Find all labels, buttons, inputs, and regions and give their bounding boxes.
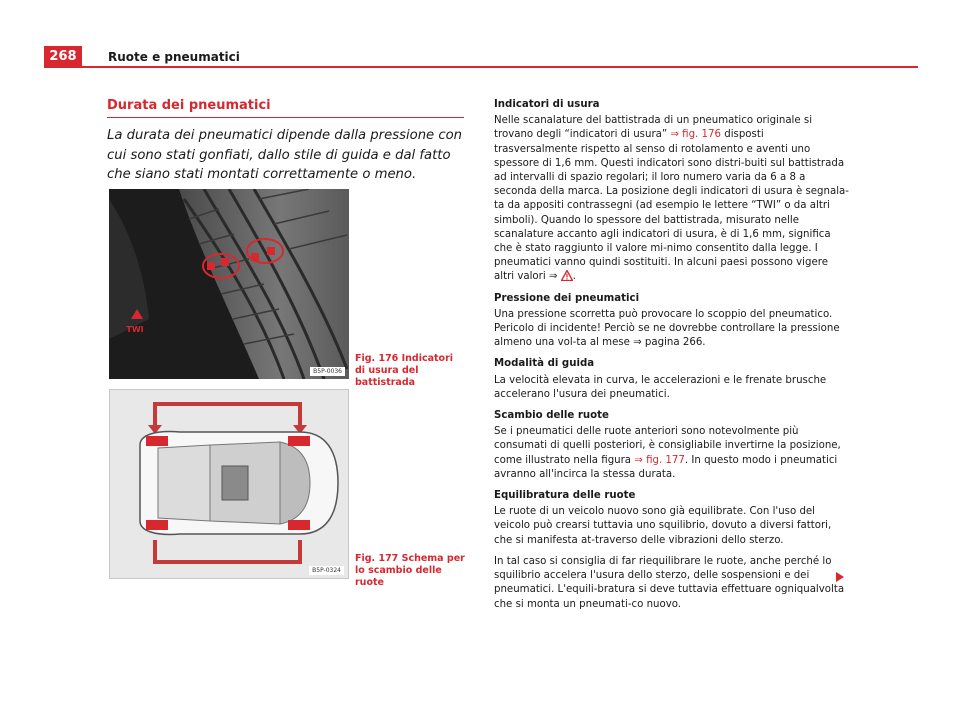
wheel-rotation-figure (109, 389, 349, 579)
heading-scambio: Scambio delle ruote (494, 410, 609, 422)
figure-caption: Fig. 176 Indicatori di usura del battistrada (355, 353, 454, 388)
continue-arrow-icon (836, 572, 844, 582)
paragraph-scambio: Se i pneumatici delle ruote anteriori sono notevolmente più consumati di quelli posteriori, è consigliabile invertirne la posizione, come illustrato nella figura ⇒ fig. 177. In questo modo i pneumatici avranno all'incirca la stessa durata. (494, 426, 841, 480)
section-rule (107, 117, 464, 118)
tread-illustration (109, 189, 349, 379)
paragraph-indicatori: Nelle scanalature del battistrada di un pneumatico originale si trovano degli “indicatori di usura” ⇒ fig. 176 disposti trasversalmente rispetto al senso di rotolamento e aventi uno spessore di 1,6 mm. Questi indicatori sono distri-buiti sul battistrada ad intervalli di spazio regolari; il loro numero varia da 6 a 8 a seconda della marca. La posizione degli indicatori di usura è segnala-ta da appositi contrassegni (ad esempio le lettere “TWI” o da altri simboli). Quando lo spessore del battistrada, misurato nelle scanalature accanto agli indicatori di usura, è di 1,6 mm, significa che è stato raggiunto il valore mi-nimo consentito dalla legge. I pneumatici vanno quindi sostituiti. In alcuni paesi possono vigere altri valori ⇒ . (494, 115, 849, 283)
section-title: Durata dei pneumatici (107, 98, 271, 113)
twi-stamp: TWI (126, 325, 144, 334)
tread-wear-figure (109, 189, 349, 379)
paragraph-final: In tal caso si consiglia di far riequilibrare le ruote, anche perché lo squilibrio accelera l'usura dello sterzo, delle sospensioni e dei pneumatici. L'equili-bratura si deve tuttavia effettuare ogniqualvolta che si monta un pneumati-co nuovo. (494, 555, 845, 610)
right-column (494, 98, 850, 612)
paragraph-pressione: Una pressione scorretta può provocare lo scoppio del pneumatico. Pericolo di incidente! Perciò se ne dovrebbe controllare la pressione almeno una vol-ta al mese ⇒ pagina 266. (494, 308, 840, 349)
heading-pressione: Pressione dei pneumatici (494, 292, 640, 304)
header-rule (44, 66, 918, 68)
fig-176-link[interactable]: ⇒ fig. 176 (670, 129, 721, 141)
chapter-title: Ruote e pneumatici (108, 50, 240, 64)
heading-guida: Modalità di guida (494, 358, 595, 370)
paragraph-equilibratura: Le ruote di un veicolo nuovo sono già equilibrate. Con l'uso del veicolo può crearsi tuttavia uno squilibrio, dovuto a diversi fattori, che si manifesta at-traverso delle vibrazioni dello sterzo. (494, 506, 832, 546)
paragraph-guida: La velocità elevata in curva, le accelerazioni e le frenate brusche accelerano l'usura dei pneumatici. (494, 374, 827, 400)
figure-code: B5P-0324 (309, 566, 344, 575)
rotation-diagram (110, 390, 348, 578)
heading-equilibratura: Equilibratura delle ruote (494, 490, 636, 502)
fig-177-link[interactable]: ⇒ fig. 177 (634, 454, 685, 466)
figure-caption: Fig. 177 Schema per lo scambio delle ruote (355, 553, 465, 588)
section-intro: La durata dei pneumatici dipende dalla pressione con cui sono stati gonfiati, dallo stile di guida e dal fatto che siano stati montati correttamente o meno. (107, 128, 463, 182)
figure-code: B5P-0036 (310, 367, 345, 376)
warning-icon (561, 270, 573, 281)
heading-indicatori: Indicatori di usura (494, 99, 600, 110)
page-number: 268 (49, 49, 77, 64)
